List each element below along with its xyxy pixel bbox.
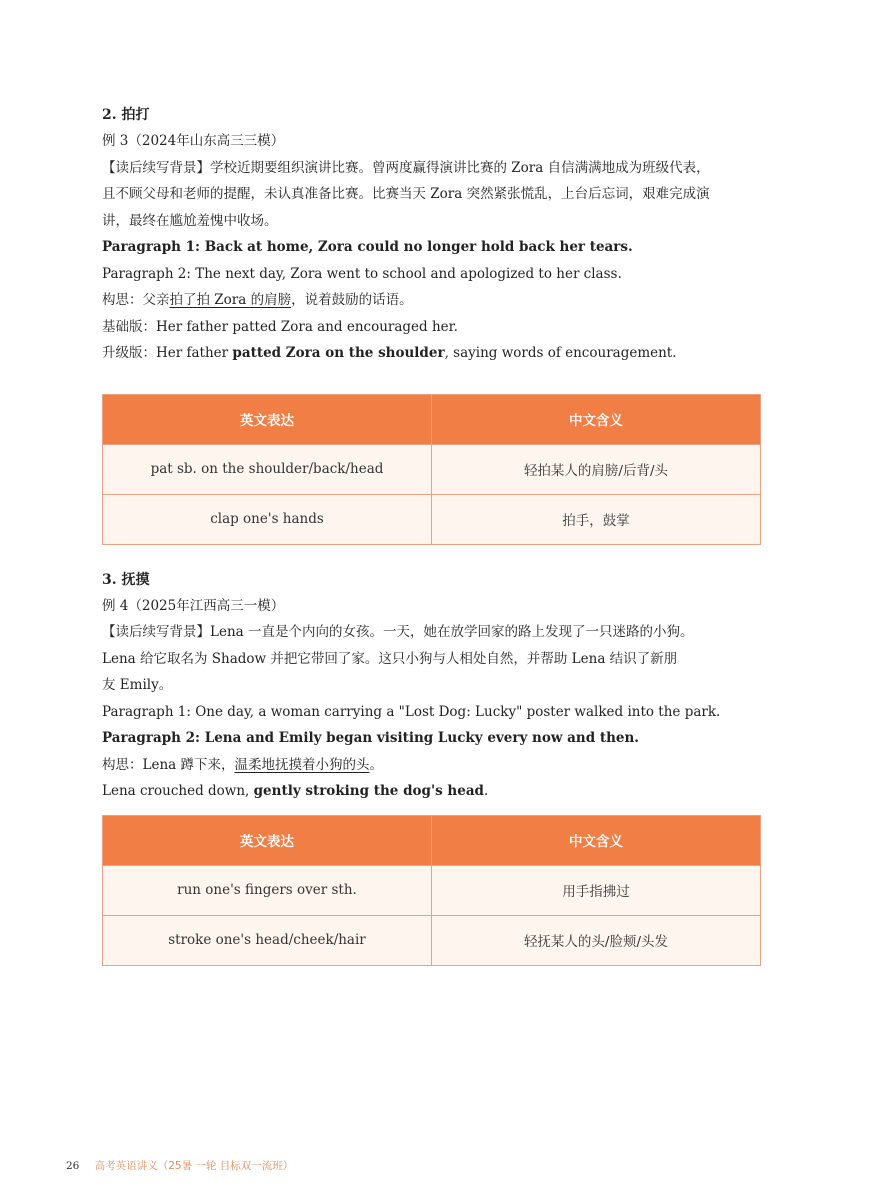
section-heading-stroke: 3. 抚摸 xyxy=(102,571,150,588)
upgrade-label: 升级版： xyxy=(102,345,156,361)
idea-label: 构思：Lena 蹲下来， xyxy=(102,756,235,773)
cell-english: stroke one's head/cheek/hair xyxy=(103,915,432,965)
idea-rest: ，说着鼓励的话语。 xyxy=(291,292,413,308)
paragraph-1-prompt: Paragraph 1: Back at home, Zora could no longer hold back her tears. xyxy=(102,239,633,255)
upgrade-pre: Her father xyxy=(156,345,233,361)
page-footer xyxy=(66,1158,293,1173)
basic-version xyxy=(102,314,762,341)
idea-line xyxy=(102,752,762,779)
example-sentence xyxy=(102,778,762,805)
cell-chinese: 拍手，鼓掌 xyxy=(432,494,761,544)
section-heading-pat: 2. 拍打 xyxy=(102,107,150,123)
expression-table-pat xyxy=(102,394,761,545)
table-row xyxy=(103,915,761,965)
idea-line xyxy=(102,287,762,314)
column-header-chinese: 中文含义 xyxy=(432,815,761,865)
column-header-english: 英文表达 xyxy=(103,394,432,444)
column-header-english: 英文表达 xyxy=(103,815,432,865)
sentence-bold: gently stroking the dog's head xyxy=(253,783,484,799)
cell-chinese: 轻抚某人的头/脸颊/头发 xyxy=(432,915,761,965)
table-row xyxy=(103,865,761,915)
idea-underlined: 温柔地抚摸着小狗的头 xyxy=(234,756,370,773)
background-line-2: Lena 给它取名为 Shadow 并把它带回了家。这只小狗与人相处自然，并帮助 Lena 结识了新朋 xyxy=(102,650,678,667)
cell-chinese: 用手指拂过 xyxy=(432,865,761,915)
upgrade-bold: patted Zora on the shoulder xyxy=(232,345,445,361)
background-line-1: 【读后续写背景】学校近期要组织演讲比赛。曾两度赢得演讲比赛的 Zora 自信满满地成为班级代表， xyxy=(102,159,710,176)
table-row xyxy=(103,444,761,494)
upgrade-post: , saying words of encouragement. xyxy=(444,345,677,361)
idea-label: 构思：父亲 xyxy=(102,292,170,308)
sentence-post: . xyxy=(484,783,489,799)
page-content xyxy=(102,102,762,966)
page-number: 26 xyxy=(66,1160,80,1172)
table-header-row xyxy=(103,394,761,444)
background-line-3: 讲，最终在尴尬羞愧中收场。 xyxy=(102,212,278,229)
paragraph-1-prompt: Paragraph 1: One day, a woman carrying a "Lost Dog: Lucky" poster walked into the park. xyxy=(102,703,721,720)
idea-underlined: 拍了拍 Zora 的肩膀 xyxy=(169,292,292,308)
basic-text: Her father patted Zora and encouraged her. xyxy=(156,318,458,335)
idea-rest: 。 xyxy=(369,756,383,773)
example-source: 例 4（2025年江西高三一模） xyxy=(102,597,285,614)
upgrade-version xyxy=(102,340,762,367)
paragraph-2-prompt: Paragraph 2: Lena and Emily began visiting Lucky every now and then. xyxy=(102,730,640,746)
background-line-3: 友 Emily。 xyxy=(102,677,173,693)
footer-title: 高考英语讲义（25暑 一轮 目标双一流班） xyxy=(94,1160,294,1172)
table-header-row xyxy=(103,815,761,865)
cell-chinese: 轻拍某人的肩膀/后背/头 xyxy=(432,444,761,494)
cell-english: pat sb. on the shoulder/back/head xyxy=(103,444,432,494)
cell-english: run one's fingers over sth. xyxy=(103,865,432,915)
expression-table-stroke xyxy=(102,815,761,966)
column-header-chinese: 中文含义 xyxy=(432,394,761,444)
sentence-pre: Lena crouched down, xyxy=(102,783,254,799)
paragraph-2-prompt: Paragraph 2: The next day, Zora went to school and apologized to her class. xyxy=(102,265,622,282)
cell-english: clap one's hands xyxy=(103,494,432,544)
table-row xyxy=(103,494,761,544)
example-source: 例 3（2024年山东高三三模） xyxy=(102,133,285,149)
background-line-2: 且不顾父母和老师的提醒，未认真准备比赛。比赛当天 Zora 突然紧张慌乱，上台后忘词，艰难完成演 xyxy=(102,186,710,202)
background-line-1: 【读后续写背景】Lena 一直是个内向的女孩。一天，她在放学回家的路上发现了一只迷路的小狗。 xyxy=(102,624,694,640)
basic-label: 基础版： xyxy=(102,318,156,335)
